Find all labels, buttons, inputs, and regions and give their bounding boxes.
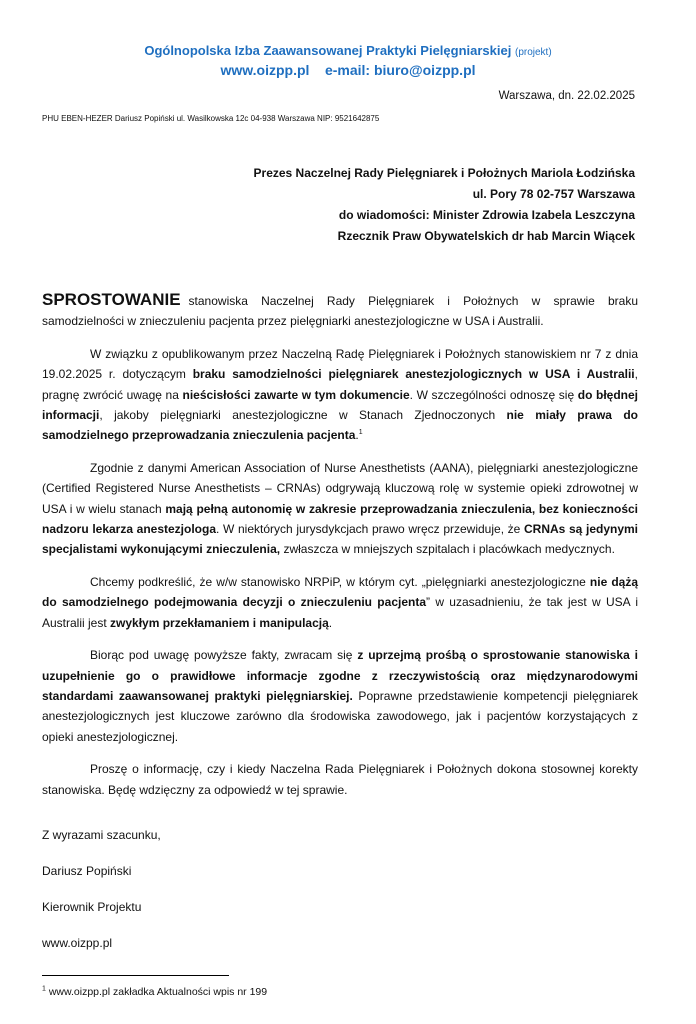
closing-block xyxy=(42,828,161,972)
bold-run: CRNAs są jedynymi specjalistami wykonującymi znieczulenia, xyxy=(42,522,639,557)
bold-run: do błędnej informacji xyxy=(42,387,639,423)
text-run: zwłaszcza w mniejszych szpitalach i placówkach medycznych. xyxy=(280,542,615,557)
letterhead xyxy=(0,42,696,79)
bold-run: mają pełną autonomię w zakresie przeprowadzania znieczulenia, bez konieczności nadzoru lekarza anestezjologa xyxy=(42,501,639,537)
document-title: SPROSTOWANIE xyxy=(42,290,181,309)
text-run: . xyxy=(328,615,333,630)
email-label: e-mail: xyxy=(324,62,371,78)
bold-run: z uprzejmą prośbą o sprostowanie stanowiska i uzupełnienie go o prawidłowe informacje zgodne z rzeczywistością oraz międzynarodowymi standardami zaawansowanej praktyki pielęgniarskiej. xyxy=(42,648,638,703)
footnote-number: 1 xyxy=(42,985,46,993)
footnote xyxy=(42,986,267,998)
bold-run: nie dążą do samodzielnego podejmowania decyzji o znieczuleniu pacjenta xyxy=(42,574,638,610)
org-line xyxy=(0,42,696,61)
closing-greeting: Z wyrazami szacunku, xyxy=(42,828,161,842)
footnote-divider xyxy=(42,975,229,976)
paragraph-1 xyxy=(42,344,638,446)
text-run: Poprawne przedstawienie kompetencji pielęgniarek anestezjologicznych jest kluczowe zarówno dla środowiska zawodowego, jak i pacjentów korzystających z opieki anestezjologicznej. xyxy=(42,688,638,744)
signatory-role: Kierownik Projektu xyxy=(42,900,142,914)
title-paragraph xyxy=(42,290,638,332)
signatory-website[interactable]: www.oizpp.pl xyxy=(42,936,113,950)
org-note: (projekt) xyxy=(514,47,552,58)
bold-run: nie miały prawa do samodzielnego przeprowadzania znieczulenia pacjenta xyxy=(42,408,638,443)
text-run: . W szczególności odnoszę się xyxy=(409,387,578,402)
recipient-line: ul. Pory 78 02-757 Warszawa xyxy=(472,187,635,201)
bold-run: braku samodzielności pielęgniarek anestezjologicznych w USA i Australii xyxy=(192,367,635,382)
paragraph-4 xyxy=(42,645,638,747)
signatory-name: Dariusz Popiński xyxy=(42,864,132,878)
text-run: Chcemy podkreślić, że w/w stanowisko NRPiP, w którym cyt. „pielęgniarki anestezjologiczne xyxy=(90,574,590,589)
footnote-marker[interactable]: 1 xyxy=(358,429,363,437)
website-link[interactable]: www.oizpp.pl xyxy=(220,62,310,78)
text-run: , pragnę zwrócić uwagę na xyxy=(42,367,638,402)
title-rest: stanowiska Naczelnej Rady Pielęgniarek i Położnych w sprawie braku samodzielności w znieczuleniu pacjenta przez pielęgniarki anestezjologiczne w USA i Australii. xyxy=(42,294,638,329)
paragraph-2 xyxy=(42,458,638,560)
text-run: W związku z opublikowanym przez Naczelną Radę Pielęgniarek i Położnych stanowiskiem nr 7 z dnia 19.02.2025 r. dotyczącym xyxy=(42,346,638,382)
paragraph-5: Proszę o informację, czy i kiedy Naczelna Rada Pielęgniarek i Położnych dokona stosownej korekty stanowiska. Będę wdzięczny za odpowiedź w tej sprawie. xyxy=(42,762,638,797)
recipient-line: do wiadomości: Minister Zdrowia Izabela Leszczyna xyxy=(338,208,635,222)
sender-line: PHU EBEN-HEZER Dariusz Popiński ul. Wasilkowska 12c 04-938 Warszawa NIP: 9521642875 xyxy=(42,114,380,123)
recipient-line: Rzecznik Praw Obywatelskich dr hab Marcin Wiącek xyxy=(337,229,635,243)
date-line: Warszawa, dn. 22.02.2025 xyxy=(498,90,635,102)
text-run: . W niektórych jurysdykcjach prawo wręcz przewiduje, że xyxy=(216,522,524,537)
text-run: ” w uzasadnieniu, że tak jest w USA i Australii jest xyxy=(42,595,638,630)
bold-run: nieścisłości zawarte w tym dokumencie xyxy=(182,387,410,402)
letter-body xyxy=(42,290,638,812)
paragraph-3 xyxy=(42,572,638,633)
org-name: Ogólnopolska Izba Zaawansowanej Praktyki Pielęgniarskiej xyxy=(144,43,512,58)
footnote-text: www.oizpp.pl zakładka Aktualności wpis nr 199 xyxy=(45,986,268,998)
email-link[interactable]: biuro@oizpp.pl xyxy=(373,62,476,78)
recipients-block xyxy=(254,163,635,247)
text-run: Biorąc pod uwagę powyższe fakty, zwracam się xyxy=(90,648,358,663)
bold-run: zwykłym przekłamaniem i manipulacją xyxy=(110,615,329,630)
recipient-line: Prezes Naczelnej Rady Pielęgniarek i Położnych Mariola Łodzińska xyxy=(253,166,635,180)
text-run: . xyxy=(355,428,359,443)
text-run: , jakoby pielęgniarki anestezjologiczne w Stanach Zjednoczonych xyxy=(99,408,507,423)
text-run: Zgodnie z danymi American Association of Nurse Anesthetists (AANA), pielęgniarki anestezjologiczne (Certified Registered Nurse Anesthetists – CRNAs) odgrywają kluczową rolę w systemie opieki zdrowotnej w USA i w wielu stanach xyxy=(42,460,638,516)
contact-line xyxy=(0,61,696,79)
